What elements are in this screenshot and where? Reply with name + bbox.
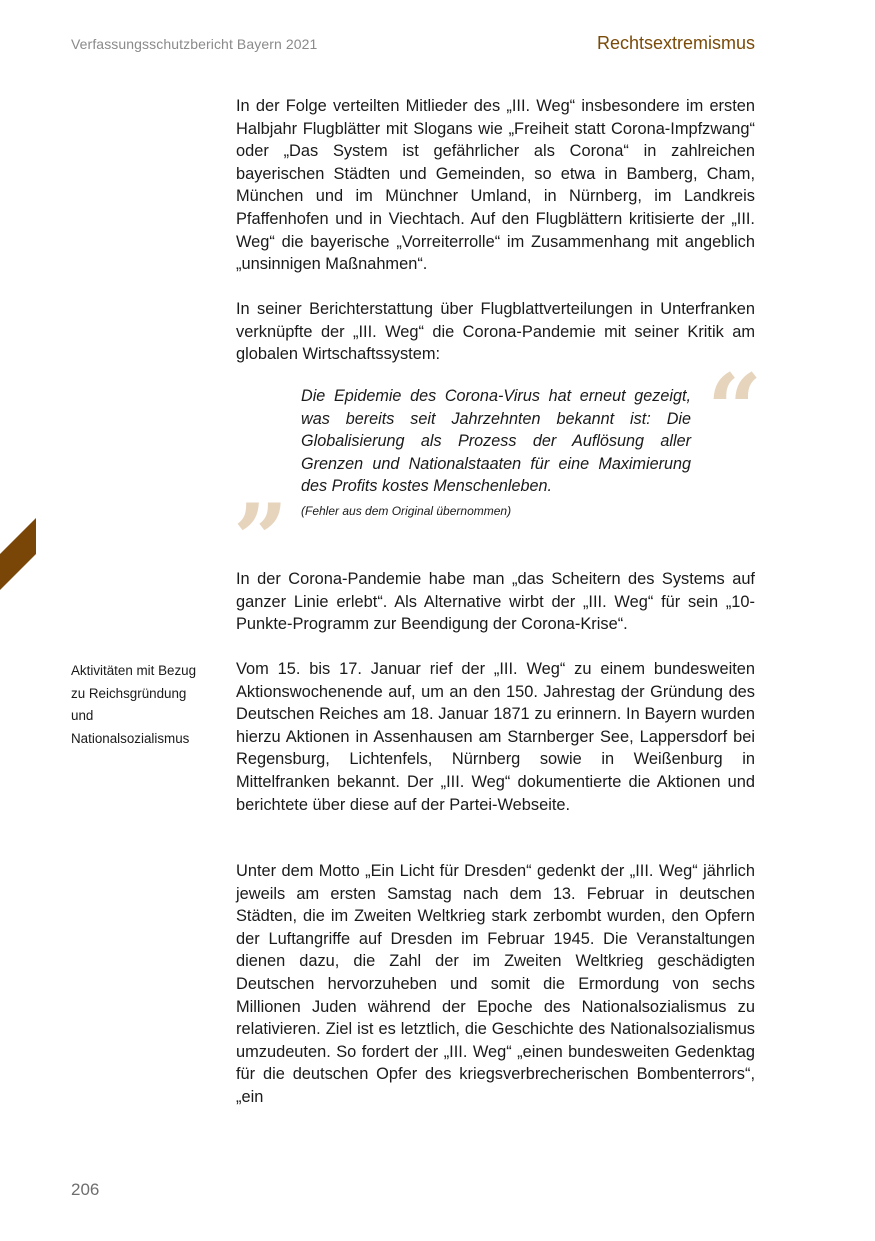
paragraph-action-weekend: Vom 15. bis 17. Januar rief der „III. Weg“ zu einem bundesweiten Aktionswochenende auf, um an den 150. Jahrestag der Gründung des Deutschen Reiches am 18. Januar 1871 zu erinnern. In Bayern wurden hierzu Aktionen in Assenhausen am Starnberger See, Lappersdorf bei Regensburg, Lichtenfels, Nürnberg sowie in Weißenburg in Mittelfranken bekannt. Der „III. Weg“ dokumentierte die Aktionen und berichtete über diese auf der Partei-Webseite. — [236, 660, 755, 814]
paragraph-corona-system: In der Corona-Pandemie habe man „das Scheitern des Systems auf ganzer Linie erlebt“. Als Alternative wirbt der „III. Weg“ für sein „10-Punkte-Programm zur Beendigung der Corona-Krise“. — [236, 570, 755, 634]
open-quote-mark-icon: “ — [707, 353, 763, 466]
section-title: Rechtsextremismus — [596, 33, 755, 53]
margin-note: Aktivitäten mit Bezug zu Reichsgründung und Nationalsozialismus — [71, 663, 197, 746]
block-quote — [301, 385, 691, 518]
running-header-title: Verfassungsschutzbericht Bayern 2021 — [71, 36, 318, 52]
quote-text: Die Epidemie des Corona-Virus hat erneut gezeigt, was bereits seit Jahrzehnten bekannt ist: Die Globalisierung als Prozess der Auflösung aller Grenzen und Nationalstaaten für eine Maximierung des Profits kostes Menschenleben. — [301, 387, 691, 496]
paragraph-flyers: In der Folge verteilten Mitlieder des „III. Weg“ insbesondere im ersten Halbjahr Flugblätter mit Slogans wie „Freiheit statt Corona-Impfzwang“ oder „Das System ist gefährlicher als Corona“ in zahlreichen bayerischen Städten und Gemeinden, so etwa in Bamberg, Cham, München und im Münchner Umland, in Nürnberg, im Landkreis Pfaffenhofen und in Viechtach. Auf den Flugblättern kritisierte der „III. Weg“ die bayerische „Vorreiterrolle“ im Zusammenhang mit angeblich „unsinnigen Maßnahmen“. — [236, 97, 755, 274]
chapter-tab-marker — [0, 518, 36, 590]
close-quote-mark-icon: ” — [233, 483, 289, 596]
paragraph-reporting: In seiner Berichterstattung über Flugblattverteilungen in Unterfranken verknüpfte der „III. Weg“ die Corona-Pandemie mit seiner Kritik am globalen Wirtschaftssystem: — [236, 300, 755, 364]
paragraph-dresden: Unter dem Motto „Ein Licht für Dresden“ gedenkt der „III. Weg“ jährlich jeweils am ersten Samstag nach dem 13. Februar in deutschen Städten, die im Zweiten Weltkrieg stark zerbombt wurden, den Opfern der Luftangriffe auf Dresden im Februar 1945. Die Veranstaltungen dienen dazu, die Zahl der im Zweiten Weltkrieg geschädigten Deutschen hervorzuheben und somit die Ermordung von sechs Millionen Juden während der Epoche des Nationalsozialismus zu relativieren. Ziel ist es letztlich, die Geschichte des Nationalsozialismus umzudeuten. So fordert der „III. Weg“ „einen bundesweiten Gedenktag für die deutschen Opfer des kriegsverbrecherischen Bombenterrors“, „ein — [236, 862, 755, 1106]
quote-note: (Fehler aus dem Original übernommen) — [301, 503, 512, 518]
page-number: 206 — [71, 1180, 100, 1199]
chapter-tab-shape — [0, 518, 36, 590]
